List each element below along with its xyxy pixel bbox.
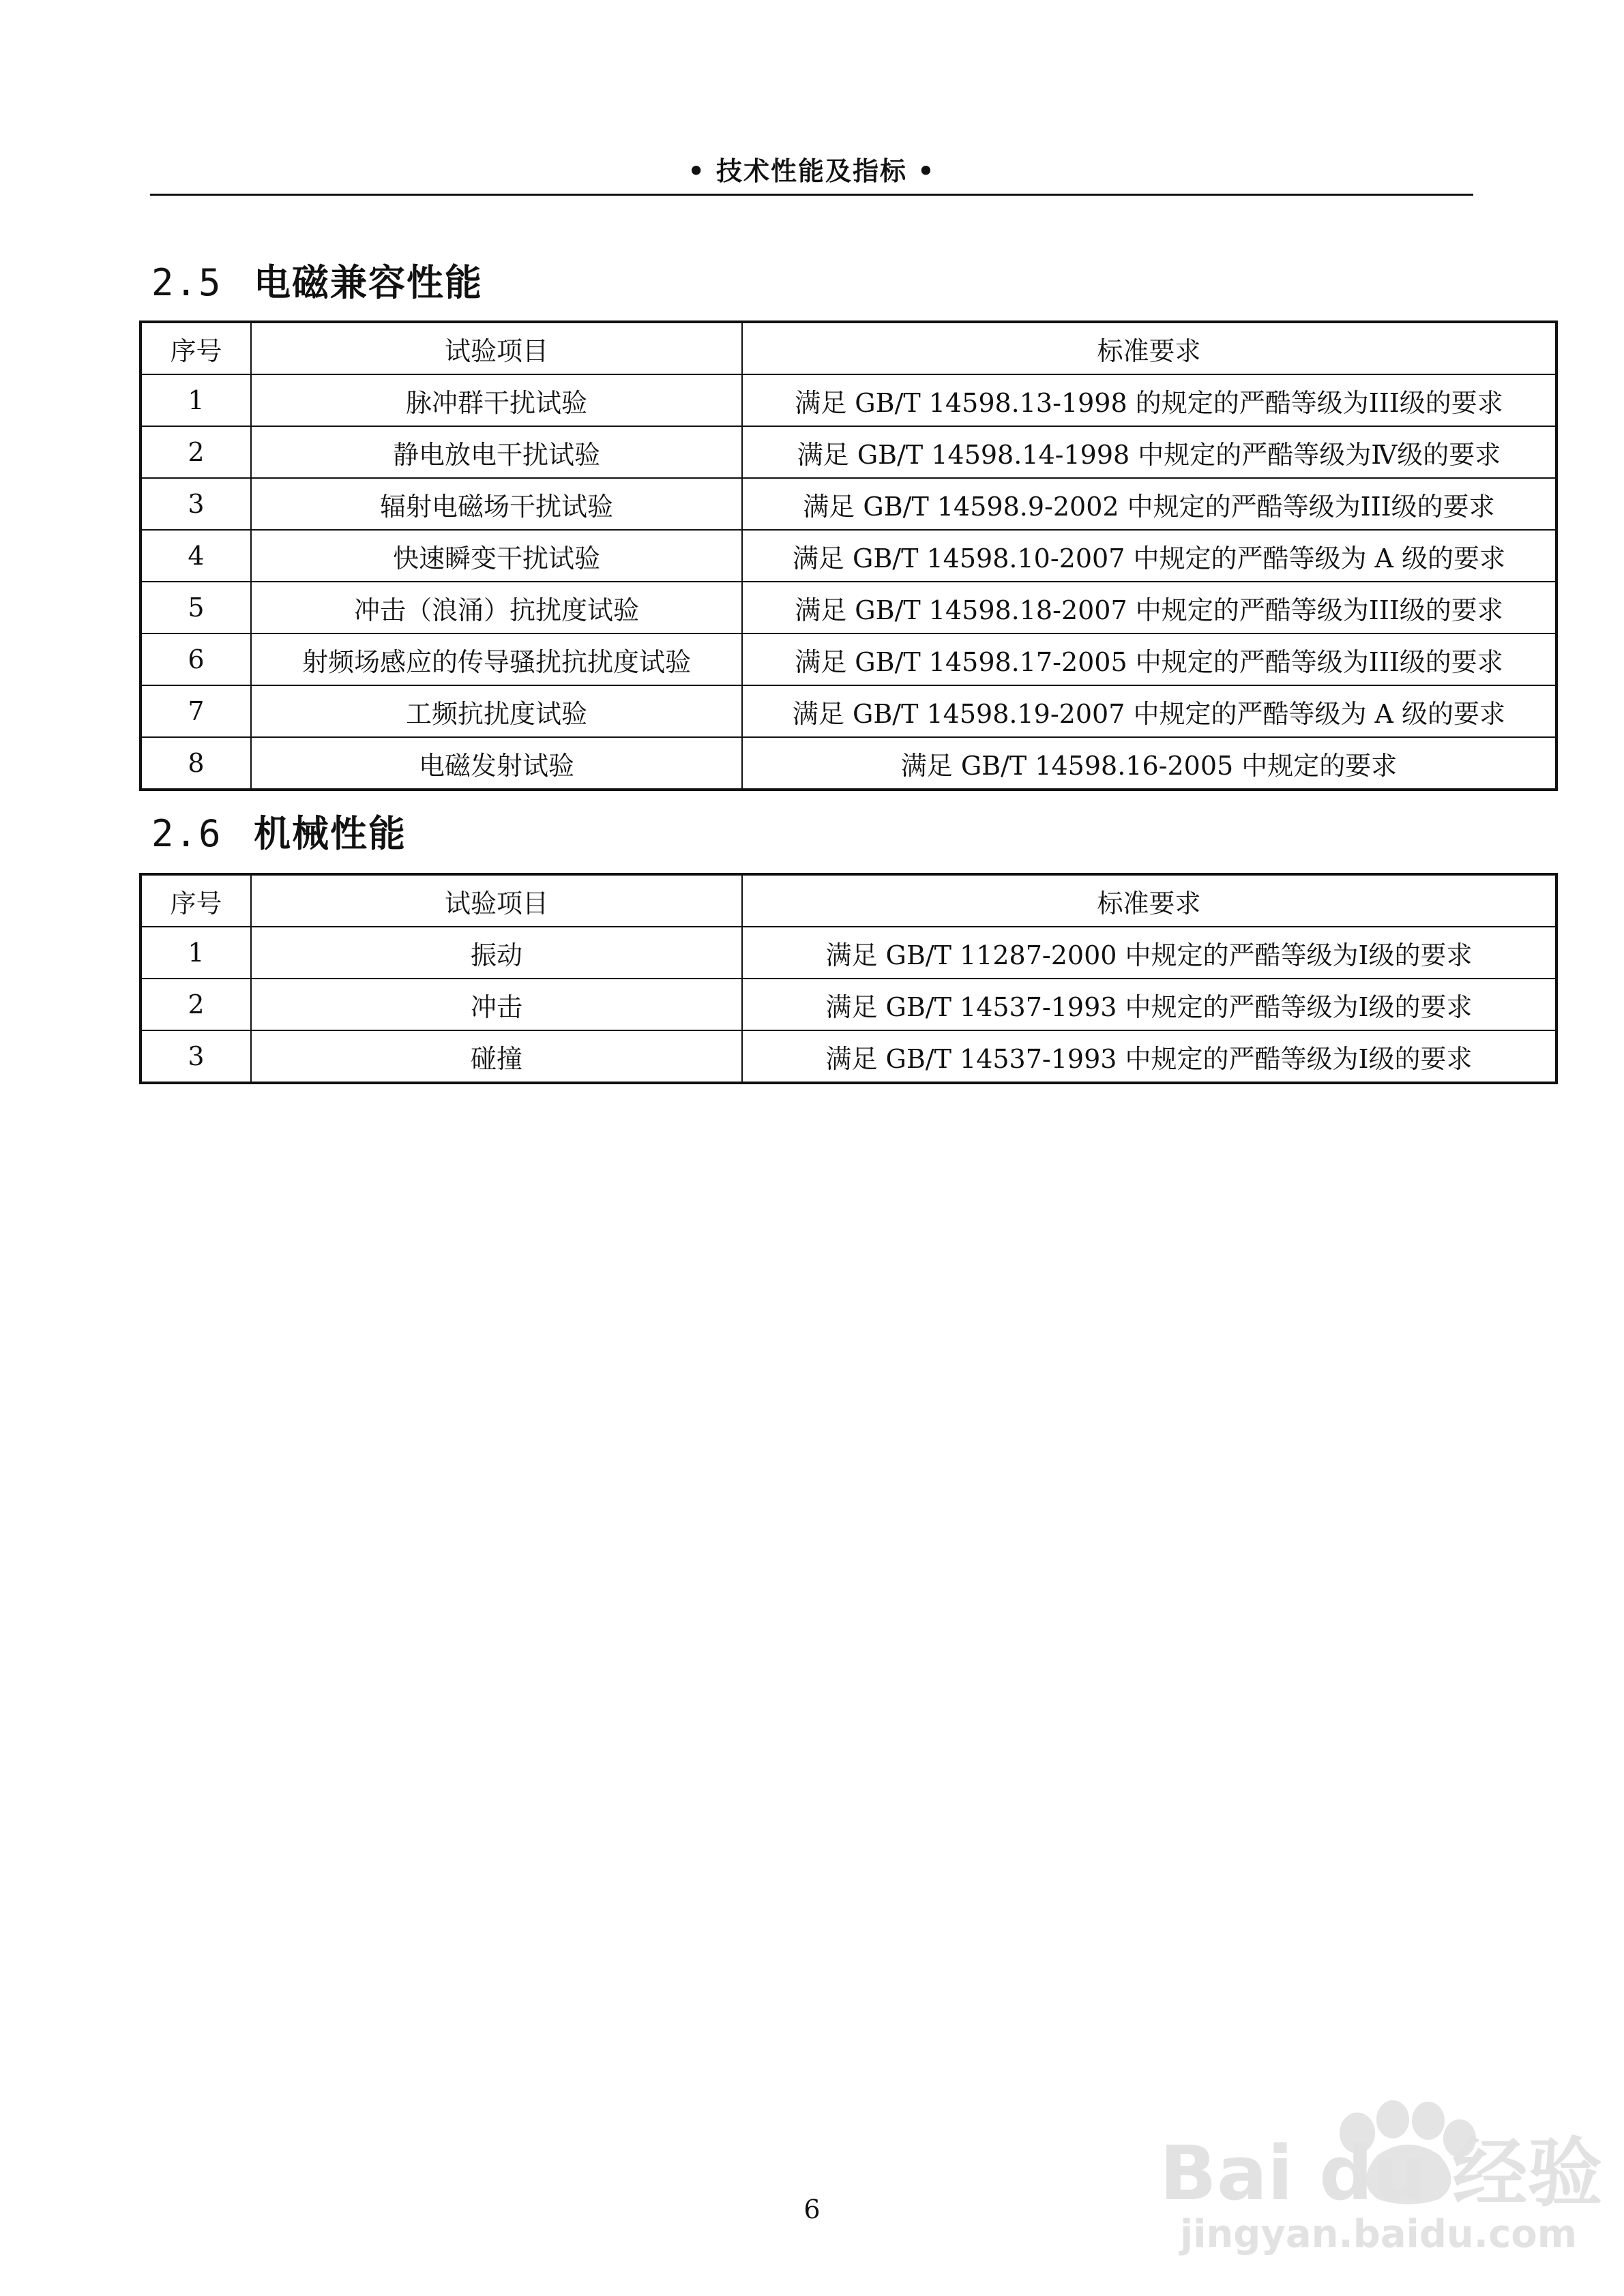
table-row [141, 374, 1556, 426]
cell-index: 1 [141, 927, 251, 979]
cell-requirement: 满足 GB/T 14598.19-2007 中规定的严酷等级为 A 级的要求 [742, 685, 1556, 737]
cell-requirement: 满足 GB/T 14598.10-2007 中规定的严酷等级为 A 级的要求 [742, 530, 1556, 582]
cell-requirement: 满足 GB/T 11287-2000 中规定的严酷等级为Ⅰ级的要求 [742, 927, 1556, 979]
cell-requirement: 满足 GB/T 14598.18-2007 中规定的严酷等级为III级的要求 [742, 582, 1556, 633]
watermark-logo-text: Bai du 经验 [1160, 2130, 1603, 2217]
column-header-test-item: 试验项目 [251, 322, 742, 374]
section-heading-mechanical [151, 805, 407, 857]
cell-test-item: 射频场感应的传导骚扰抗扰度试验 [251, 633, 742, 685]
cell-index: 6 [141, 633, 251, 685]
cell-test-item: 冲击（浪涌）抗扰度试验 [251, 582, 742, 633]
cell-test-item: 冲击 [251, 979, 742, 1030]
cell-requirement: 满足 GB/T 14598.16-2005 中规定的要求 [742, 737, 1556, 790]
table-row [141, 979, 1556, 1030]
page-number: 6 [803, 2194, 821, 2224]
cell-index: 4 [141, 530, 251, 582]
baidu-jingyan-watermark [1153, 2080, 1603, 2257]
section-title: 机械性能 [254, 812, 407, 855]
table-row [141, 685, 1556, 737]
cell-index: 1 [141, 374, 251, 426]
cell-requirement: 满足 GB/T 14537-1993 中规定的严酷等级为Ⅰ级的要求 [742, 1030, 1556, 1083]
table-header-row [141, 874, 1556, 927]
table-row [141, 927, 1556, 979]
cell-index: 8 [141, 737, 251, 790]
cell-test-item: 辐射电磁场干扰试验 [251, 478, 742, 530]
section-number: 2.5 [151, 261, 222, 304]
cell-requirement: 满足 GB/T 14598.13-1998 的规定的严酷等级为III级的要求 [742, 374, 1556, 426]
cell-index: 5 [141, 582, 251, 633]
cell-test-item: 静电放电干扰试验 [251, 426, 742, 478]
page-header-title: • 技术性能及指标 • [688, 156, 936, 186]
table-row [141, 530, 1556, 582]
column-header-index: 序号 [141, 874, 251, 927]
cell-index: 3 [141, 478, 251, 530]
cell-test-item: 振动 [251, 927, 742, 979]
column-header-requirement: 标准要求 [742, 322, 1556, 374]
cell-test-item: 脉冲群干扰试验 [251, 374, 742, 426]
header-divider [150, 194, 1473, 196]
cell-index: 3 [141, 1030, 251, 1083]
cell-requirement: 满足 GB/T 14598.9-2002 中规定的严酷等级为III级的要求 [742, 478, 1556, 530]
cell-index: 7 [141, 685, 251, 737]
watermark-url: jingyan.baidu.com [1180, 2212, 1578, 2256]
section-title: 电磁兼容性能 [254, 261, 483, 304]
mechanical-table [139, 873, 1558, 1084]
emc-table [139, 320, 1558, 791]
cell-requirement: 满足 GB/T 14598.14-1998 中规定的严酷等级为Ⅳ级的要求 [742, 426, 1556, 478]
cell-requirement: 满足 GB/T 14598.17-2005 中规定的严酷等级为III级的要求 [742, 633, 1556, 685]
section-number: 2.6 [151, 812, 222, 855]
column-header-index: 序号 [141, 322, 251, 374]
table-row [141, 737, 1556, 790]
column-header-test-item: 试验项目 [251, 874, 742, 927]
table-row [141, 1030, 1556, 1083]
column-header-requirement: 标准要求 [742, 874, 1556, 927]
cell-test-item: 工频抗扰度试验 [251, 685, 742, 737]
cell-requirement: 满足 GB/T 14537-1993 中规定的严酷等级为Ⅰ级的要求 [742, 979, 1556, 1030]
table-row [141, 582, 1556, 633]
cell-test-item: 快速瞬变干扰试验 [251, 530, 742, 582]
cell-test-item: 电磁发射试验 [251, 737, 742, 790]
table-header-row [141, 322, 1556, 374]
table-row [141, 633, 1556, 685]
cell-test-item: 碰撞 [251, 1030, 742, 1083]
section-heading-emc [151, 254, 483, 306]
cell-index: 2 [141, 979, 251, 1030]
table-row [141, 426, 1556, 478]
table-row [141, 478, 1556, 530]
cell-index: 2 [141, 426, 251, 478]
